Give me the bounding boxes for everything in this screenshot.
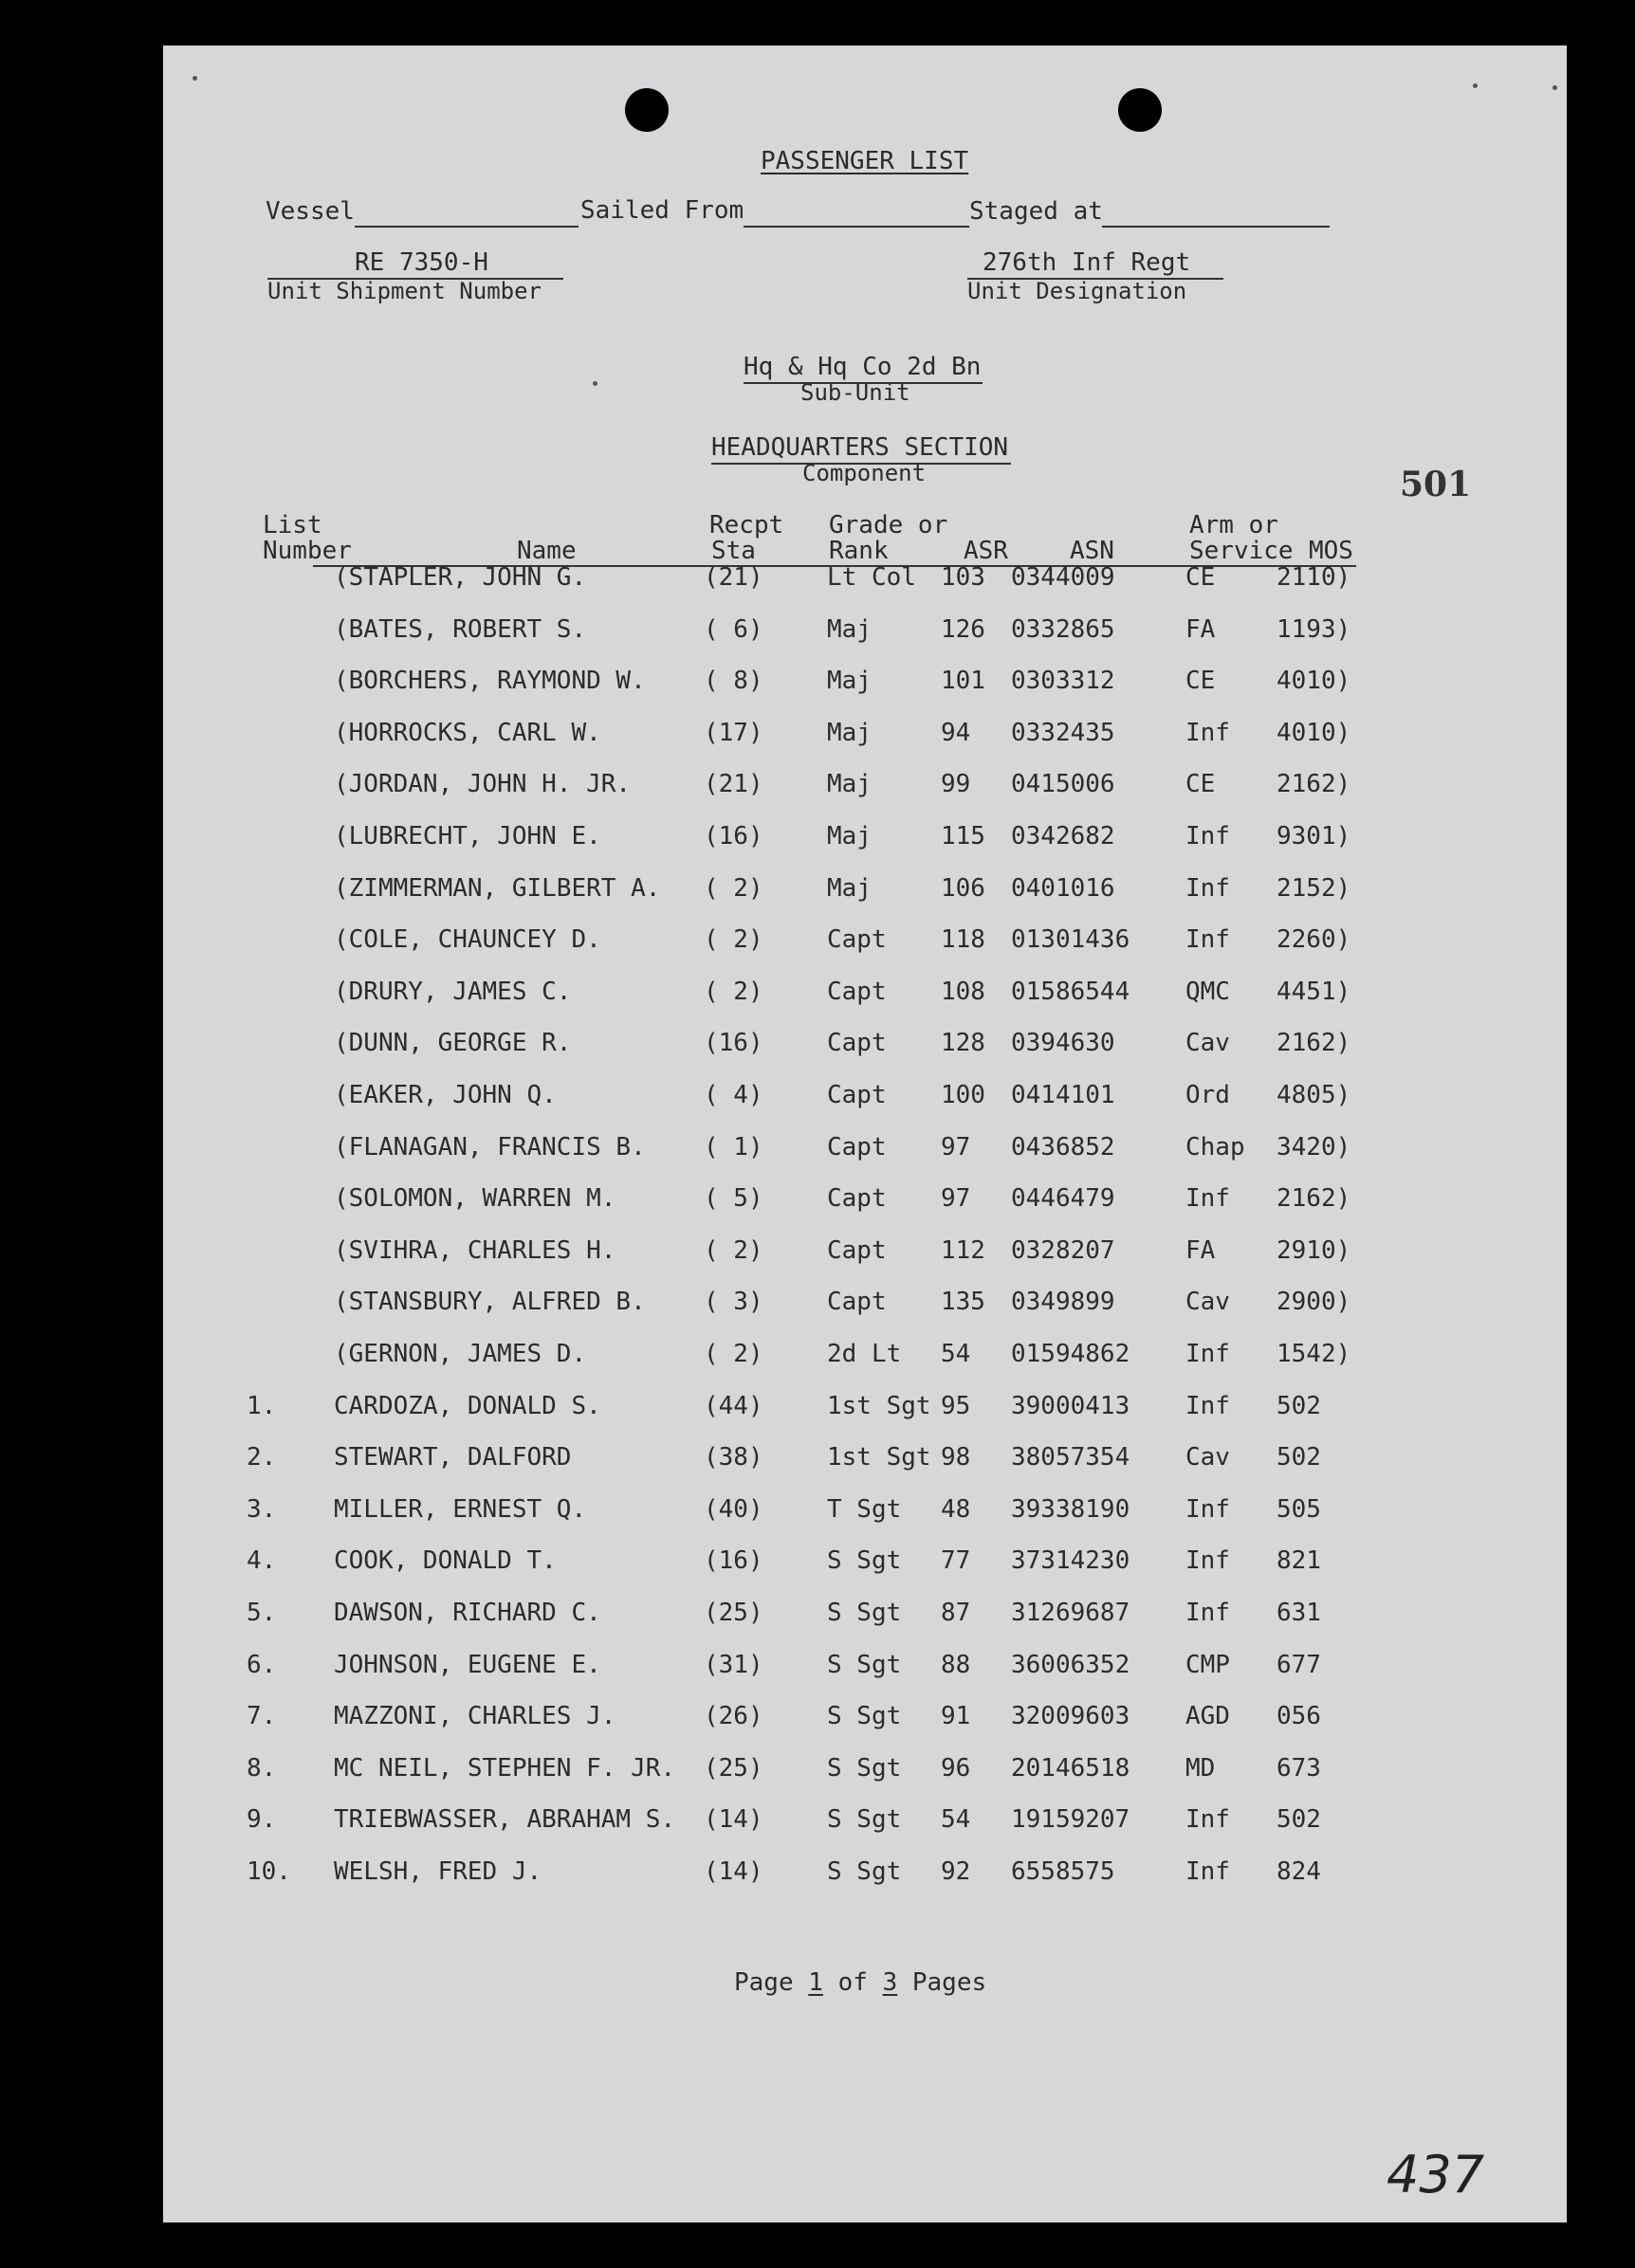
grade-rank: S Sgt: [827, 1599, 902, 1627]
recpt-sta: ( 5): [704, 1184, 763, 1213]
list-number: 5.: [247, 1599, 277, 1627]
asn-number: 32009603: [1011, 1702, 1130, 1730]
punch-hole-right: [1118, 88, 1162, 132]
list-number: 3.: [247, 1495, 277, 1524]
table-row: [0, 1029, 1635, 1067]
grade-rank: S Sgt: [827, 1651, 902, 1679]
mos-code: 2110): [1277, 563, 1351, 592]
grade-rank: Capt: [827, 925, 887, 954]
passenger-name: TRIEBWASSER, ABRAHAM S.: [334, 1805, 676, 1834]
recpt-sta: ( 2): [704, 978, 763, 1006]
passenger-name: COOK, DONALD T.: [334, 1546, 557, 1575]
mos-code: 3420): [1277, 1133, 1351, 1161]
component-value: HEADQUARTERS SECTION: [711, 433, 1009, 462]
passenger-name: CARDOZA, DONALD S.: [334, 1392, 601, 1420]
mos-code: 2900): [1277, 1288, 1351, 1316]
sailed-from-blank: [744, 226, 969, 228]
asr-score: 99: [941, 770, 971, 798]
table-row: [0, 1340, 1635, 1378]
table-row: [0, 1392, 1635, 1430]
asr-score: 100: [941, 1081, 985, 1109]
passenger-name: MILLER, ERNEST Q.: [334, 1495, 587, 1524]
asn-number: 31269687: [1011, 1599, 1130, 1627]
arm-service: Inf: [1185, 1495, 1230, 1524]
asr-score: 96: [941, 1754, 971, 1783]
asn-number: 38057354: [1011, 1443, 1130, 1472]
passenger-name: (DRURY, JAMES C.: [334, 978, 572, 1006]
grade-rank: Capt: [827, 1133, 887, 1161]
speck: [1552, 85, 1557, 90]
asn-number: 0415006: [1011, 770, 1115, 798]
mos-code: 505: [1277, 1495, 1321, 1524]
grade-rank: Capt: [827, 978, 887, 1006]
page-of: of: [837, 1968, 868, 1997]
arm-service: Inf: [1185, 1392, 1230, 1420]
passenger-name: (STANSBURY, ALFRED B.: [334, 1288, 646, 1316]
table-row: [0, 1546, 1635, 1584]
mos-code: 502: [1277, 1805, 1321, 1834]
asn-number: 0342682: [1011, 822, 1115, 850]
table-row: [0, 615, 1635, 653]
asr-score: 106: [941, 874, 985, 903]
recpt-sta: (17): [704, 719, 763, 747]
vessel-blank: [355, 226, 579, 228]
mos-code: 2162): [1277, 1029, 1351, 1057]
table-row: [0, 822, 1635, 860]
arm-service: Cav: [1185, 1443, 1230, 1472]
sub-unit-value: Hq & Hq Co 2d Bn: [744, 353, 982, 381]
recpt-sta: ( 1): [704, 1133, 763, 1161]
grade-rank: S Sgt: [827, 1702, 902, 1730]
grade-rank: Maj: [827, 822, 872, 850]
col-mos: MOS: [1309, 537, 1353, 565]
arm-service: AGD: [1185, 1702, 1230, 1730]
asr-score: 115: [941, 822, 985, 850]
asn-number: 01586544: [1011, 978, 1130, 1006]
passenger-name: MAZZONI, CHARLES J.: [334, 1702, 616, 1730]
asn-number: 20146518: [1011, 1754, 1130, 1783]
mos-code: 4010): [1277, 667, 1351, 695]
asn-number: 0332435: [1011, 719, 1115, 747]
passenger-name: (BATES, ROBERT S.: [334, 615, 587, 644]
table-row: [0, 978, 1635, 1015]
recpt-sta: ( 2): [704, 874, 763, 903]
staged-at-label: Staged at: [969, 197, 1103, 226]
passenger-name: (JORDAN, JOHN H. JR.: [334, 770, 632, 798]
mos-code: 2162): [1277, 770, 1351, 798]
recpt-sta: ( 2): [704, 1340, 763, 1368]
asr-score: 97: [941, 1184, 971, 1213]
asr-score: 97: [941, 1133, 971, 1161]
punch-hole-left: [625, 88, 669, 132]
grade-rank: Capt: [827, 1029, 887, 1057]
recpt-sta: ( 2): [704, 1236, 763, 1265]
list-number: 4.: [247, 1546, 277, 1575]
asn-number: 0414101: [1011, 1081, 1115, 1109]
table-row: [0, 1133, 1635, 1171]
table-row: [0, 1236, 1635, 1274]
asr-score: 54: [941, 1340, 971, 1368]
recpt-sta: ( 3): [704, 1288, 763, 1316]
recpt-sta: (16): [704, 1546, 763, 1575]
component-label: Component: [802, 460, 927, 486]
asn-number: 19159207: [1011, 1805, 1130, 1834]
mos-code: 1193): [1277, 615, 1351, 644]
asn-number: 0328207: [1011, 1236, 1115, 1265]
asn-number: 37314230: [1011, 1546, 1130, 1575]
asn-number: 0303312: [1011, 667, 1115, 695]
passenger-name: (GERNON, JAMES D.: [334, 1340, 587, 1368]
asr-score: 135: [941, 1288, 985, 1316]
table-row: [0, 1857, 1635, 1895]
passenger-name: DAWSON, RICHARD C.: [334, 1599, 601, 1627]
list-number: 9.: [247, 1805, 277, 1834]
asr-score: 108: [941, 978, 985, 1006]
handwritten-page-number: 437: [1387, 2145, 1485, 2204]
arm-service: Inf: [1185, 874, 1230, 903]
asn-number: 36006352: [1011, 1651, 1130, 1679]
col-recpt-2: Sta: [711, 537, 756, 565]
arm-service: Inf: [1185, 1599, 1230, 1627]
passenger-name: STEWART, DALFORD: [334, 1443, 572, 1472]
asr-score: 54: [941, 1805, 971, 1834]
grade-rank: Maj: [827, 770, 872, 798]
asr-score: 48: [941, 1495, 971, 1524]
page-total: 3: [882, 1968, 898, 1997]
passenger-name: (ZIMMERMAN, GILBERT A.: [334, 874, 661, 903]
asr-score: 112: [941, 1236, 985, 1265]
passenger-name: JOHNSON, EUGENE E.: [334, 1651, 601, 1679]
asn-number: 0436852: [1011, 1133, 1115, 1161]
asr-score: 128: [941, 1029, 985, 1057]
mos-code: 4805): [1277, 1081, 1351, 1109]
arm-service: Inf: [1185, 1340, 1230, 1368]
arm-service: CMP: [1185, 1651, 1230, 1679]
mos-code: 631: [1277, 1599, 1321, 1627]
title-text: PASSENGER LIST: [761, 147, 969, 175]
recpt-sta: (21): [704, 770, 763, 798]
table-row: [0, 1754, 1635, 1792]
speck: [593, 381, 597, 386]
col-name: Name: [517, 537, 577, 565]
grade-rank: T Sgt: [827, 1495, 902, 1524]
passenger-name: (FLANAGAN, FRANCIS B.: [334, 1133, 646, 1161]
table-row: [0, 874, 1635, 912]
col-asn: ASN: [1070, 537, 1114, 565]
asn-number: 01594862: [1011, 1340, 1130, 1368]
recpt-sta: ( 8): [704, 667, 763, 695]
mos-code: 4451): [1277, 978, 1351, 1006]
list-number: 7.: [247, 1702, 277, 1730]
grade-rank: S Sgt: [827, 1857, 902, 1886]
grade-rank: Maj: [827, 615, 872, 644]
asn-number: 0349899: [1011, 1288, 1115, 1316]
grade-rank: S Sgt: [827, 1805, 902, 1834]
arm-service: Inf: [1185, 1805, 1230, 1834]
asn-number: 0446479: [1011, 1184, 1115, 1213]
mos-code: 502: [1277, 1443, 1321, 1472]
page-title: [761, 147, 968, 175]
passenger-name: (SVIHRA, CHARLES H.: [334, 1236, 616, 1265]
speck: [1473, 83, 1478, 88]
grade-rank: Maj: [827, 667, 872, 695]
mos-code: 2260): [1277, 925, 1351, 954]
grade-rank: 1st Sgt: [827, 1392, 931, 1420]
mos-code: 9301): [1277, 822, 1351, 850]
asr-score: 118: [941, 925, 985, 954]
unit-designation-value: 276th Inf Regt: [983, 248, 1191, 277]
asn-number: 39000413: [1011, 1392, 1130, 1420]
asn-number: 0401016: [1011, 874, 1115, 903]
col-grade-1: Grade or: [829, 511, 948, 540]
col-list-number-1: List: [263, 511, 322, 540]
mos-code: 2152): [1277, 874, 1351, 903]
list-number: 2.: [247, 1443, 277, 1472]
asr-score: 91: [941, 1702, 971, 1730]
arm-service: Inf: [1185, 822, 1230, 850]
recpt-sta: (14): [704, 1805, 763, 1834]
arm-service: FA: [1185, 615, 1216, 644]
asn-number: 0344009: [1011, 563, 1115, 592]
mos-code: 4010): [1277, 719, 1351, 747]
grade-rank: Maj: [827, 874, 872, 903]
table-row: [0, 1495, 1635, 1533]
list-number: 6.: [247, 1651, 277, 1679]
arm-service: Cav: [1185, 1029, 1230, 1057]
recpt-sta: ( 2): [704, 925, 763, 954]
page-prefix: Page: [734, 1968, 794, 1997]
vessel-label: Vessel: [266, 197, 355, 226]
col-list-number-2: Number: [263, 537, 352, 565]
col-arm-1: Arm or: [1189, 511, 1278, 540]
staged-at-blank: [1102, 226, 1330, 228]
arm-service: Chap: [1185, 1133, 1245, 1161]
page-current: 1: [808, 1968, 823, 1997]
arm-service: MD: [1185, 1754, 1216, 1783]
table-row: [0, 1081, 1635, 1119]
recpt-sta: (21): [704, 563, 763, 592]
grade-rank: 1st Sgt: [827, 1443, 931, 1472]
mos-code: 673: [1277, 1754, 1321, 1783]
recpt-sta: (25): [704, 1754, 763, 1783]
arm-service: CE: [1185, 563, 1216, 592]
table-row: [0, 1184, 1635, 1222]
arm-service: CE: [1185, 770, 1216, 798]
list-number: 1.: [247, 1392, 277, 1420]
table-row: [0, 667, 1635, 704]
passenger-name: (SOLOMON, WARREN M.: [334, 1184, 616, 1213]
recpt-sta: (16): [704, 1029, 763, 1057]
arm-service: Inf: [1185, 1546, 1230, 1575]
asr-score: 77: [941, 1546, 971, 1575]
passenger-name: (DUNN, GEORGE R.: [334, 1029, 572, 1057]
table-row: [0, 719, 1635, 757]
col-asr: ASR: [964, 537, 1008, 565]
page-indicator: [734, 1968, 986, 1997]
table-row: [0, 1288, 1635, 1326]
recpt-sta: (26): [704, 1702, 763, 1730]
asn-number: 01301436: [1011, 925, 1130, 954]
grade-rank: Maj: [827, 719, 872, 747]
table-row: [0, 770, 1635, 808]
table-row: [0, 1702, 1635, 1740]
passenger-name: (BORCHERS, RAYMOND W.: [334, 667, 646, 695]
grade-rank: Capt: [827, 1236, 887, 1265]
col-grade-2: Rank: [829, 537, 889, 565]
recpt-sta: ( 4): [704, 1081, 763, 1109]
unit-shipment-number-value: RE 7350-H: [355, 248, 488, 277]
asn-number: 39338190: [1011, 1495, 1130, 1524]
arm-service: CE: [1185, 667, 1216, 695]
grade-rank: Capt: [827, 1184, 887, 1213]
passenger-name: WELSH, FRED J.: [334, 1857, 542, 1886]
asr-score: 88: [941, 1651, 971, 1679]
arm-service: Inf: [1185, 1857, 1230, 1886]
table-row: [0, 1599, 1635, 1637]
col-recpt-1: Recpt: [709, 511, 784, 540]
grade-rank: 2d Lt: [827, 1340, 902, 1368]
passenger-name: (STAPLER, JOHN G.: [334, 563, 587, 592]
mos-code: 056: [1277, 1702, 1321, 1730]
asr-score: 94: [941, 719, 971, 747]
asr-score: 87: [941, 1599, 971, 1627]
asn-number: 6558575: [1011, 1857, 1115, 1886]
arm-service: Inf: [1185, 925, 1230, 954]
list-number: 10.: [247, 1857, 291, 1886]
recpt-sta: (25): [704, 1599, 763, 1627]
arm-service: QMC: [1185, 978, 1230, 1006]
speck: [193, 76, 197, 81]
col-arm-2: Service: [1189, 537, 1294, 565]
mos-code: 821: [1277, 1546, 1321, 1575]
recpt-sta: (16): [704, 822, 763, 850]
asn-number: 0332865: [1011, 615, 1115, 644]
arm-service: FA: [1185, 1236, 1216, 1265]
unit-designation-label: Unit Designation: [967, 278, 1187, 304]
recpt-sta: ( 6): [704, 615, 763, 644]
recpt-sta: (44): [704, 1392, 763, 1420]
mos-code: 824: [1277, 1857, 1321, 1886]
arm-service: Cav: [1185, 1288, 1230, 1316]
sailed-from-label: Sailed From: [580, 196, 744, 225]
stamp-number: 501: [1400, 465, 1472, 504]
table-row: [0, 563, 1635, 601]
asr-score: 101: [941, 667, 985, 695]
sub-unit-label: Sub-Unit: [800, 379, 910, 406]
grade-rank: S Sgt: [827, 1754, 902, 1783]
mos-code: 2910): [1277, 1236, 1351, 1265]
passenger-name: (HORROCKS, CARL W.: [334, 719, 601, 747]
recpt-sta: (40): [704, 1495, 763, 1524]
asn-number: 0394630: [1011, 1029, 1115, 1057]
mos-code: 677: [1277, 1651, 1321, 1679]
passenger-name: (COLE, CHAUNCEY D.: [334, 925, 601, 954]
recpt-sta: (31): [704, 1651, 763, 1679]
page-suffix: Pages: [911, 1968, 987, 1997]
mos-code: 502: [1277, 1392, 1321, 1420]
table-row: [0, 1443, 1635, 1481]
table-row: [0, 1805, 1635, 1843]
table-row: [0, 925, 1635, 963]
asr-score: 98: [941, 1443, 971, 1472]
passenger-name: MC NEIL, STEPHEN F. JR.: [334, 1754, 676, 1783]
passenger-name: (EAKER, JOHN Q.: [334, 1081, 557, 1109]
unit-shipment-number-label: Unit Shipment Number: [267, 278, 542, 304]
grade-rank: Capt: [827, 1288, 887, 1316]
grade-rank: S Sgt: [827, 1546, 902, 1575]
grade-rank: Lt Col: [827, 563, 916, 592]
mos-code: 1542): [1277, 1340, 1351, 1368]
mos-code: 2162): [1277, 1184, 1351, 1213]
recpt-sta: (38): [704, 1443, 763, 1472]
arm-service: Ord: [1185, 1081, 1230, 1109]
asr-score: 92: [941, 1857, 971, 1886]
passenger-name: (LUBRECHT, JOHN E.: [334, 822, 601, 850]
asr-score: 95: [941, 1392, 971, 1420]
arm-service: Inf: [1185, 1184, 1230, 1213]
asr-score: 126: [941, 615, 985, 644]
recpt-sta: (14): [704, 1857, 763, 1886]
list-number: 8.: [247, 1754, 277, 1783]
asr-score: 103: [941, 563, 985, 592]
arm-service: Inf: [1185, 719, 1230, 747]
grade-rank: Capt: [827, 1081, 887, 1109]
table-row: [0, 1651, 1635, 1689]
